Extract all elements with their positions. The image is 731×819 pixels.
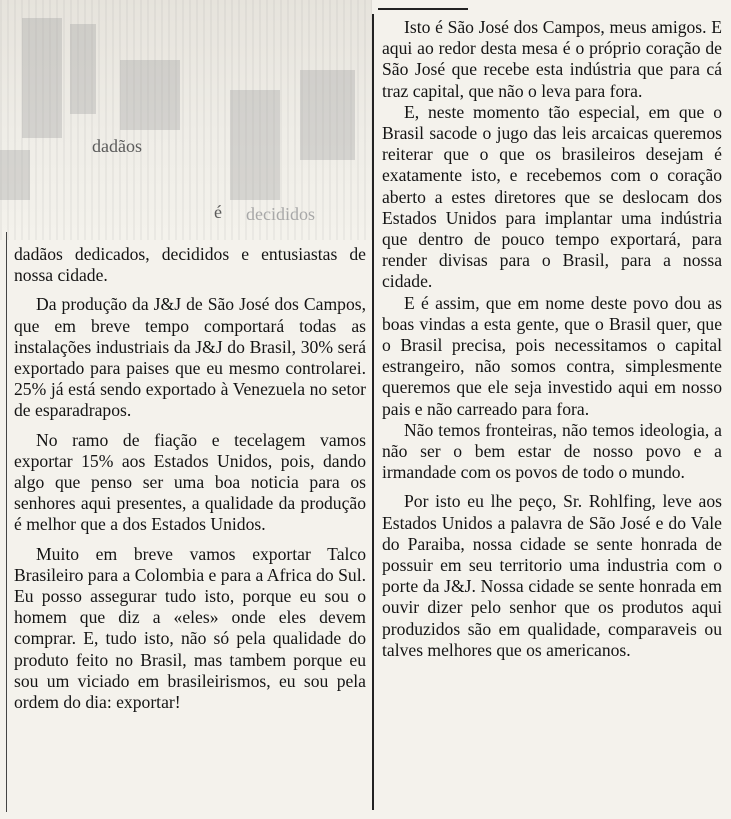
smudge	[22, 18, 62, 138]
left-column	[14, 244, 366, 713]
left-edge-rule	[6, 232, 7, 812]
right-paragraph-1: Isto é São José dos Campos, meus amigos. E aqui ao redor desta mesa é o próprio coração de São José que recebe esta indústria que para cá traz capital, que não o leva para fora.	[382, 17, 722, 101]
left-paragraph-1: dadãos dedicados, decididos e entusiastas de nossa cidade.	[14, 244, 366, 286]
column-divider	[372, 14, 374, 810]
smudge	[70, 24, 96, 114]
left-paragraph-2: Da produção da J&J de São José dos Campos, que em breve tempo comportará todas as instalações industriais da J&J do Brasil, 30% será exportado para paises que eu mesmo controlarei. 25% já está sendo exportado à Venezuela no setor de esparadrapos.	[14, 294, 366, 421]
faded-word: dadãos	[92, 136, 142, 156]
smudge	[300, 70, 355, 160]
smudge	[230, 90, 280, 200]
right-paragraph-4: Não temos fronteiras, não temos ideologia, a não ser o bem estar de nosso povo e a irmandade com os povos de todo o mundo.	[382, 419, 722, 483]
left-paragraph-4: Muito em breve vamos exportar Talco Brasileiro para a Colombia e para a Africa do Sul. Eu posso assegurar tudo isto, porque eu sou o homem que diz a «eles» onde eles devem comprar. E, tudo isto, não só pela qualidade do produto feito no Brasil, mas tambem porque eu sou um viciado em brasileirismos, eu sou pela ordem do dia: exportar!	[14, 543, 366, 713]
smudge	[120, 60, 180, 130]
smudge	[0, 150, 30, 200]
right-column	[382, 17, 722, 661]
right-paragraph-5: Por isto eu lhe peço, Sr. Rohlfing, leve aos Estados Unidos a palavra de São José e do Vale do Paraiba, nossa cidade se sente honrada de possuir em seu territorio uma industria com o porte da J&J. Nossa cidade se sente honrada em ouvir dizer pelo senhor que os produtos aqui produzidos são em qualidade, comparaveis ou talves melhores que os americanos.	[382, 491, 722, 660]
right-paragraph-2: E, neste momento tão especial, em que o Brasil sacode o jugo das leis arcaicas queremos reiterar que o que os brasileiros desejam é exatamente isto, e recebemos com o coração aberto a estes diretores que se deslocam dos Estados Unidos para implantar uma indústria que dentro de pouco tempo exportará, para render divisas para o Brasil, para a nossa cidade.	[382, 101, 722, 292]
faded-word: é	[214, 202, 222, 222]
faded-word: decididos	[246, 204, 315, 224]
left-paragraph-3: No ramo de fiação e tecelagem vamos exportar 15% aos Estados Unidos, pois, dando algo que penso ser uma boa noticia para os senhores aqui presentes, a qualidade da produção é melhor que a dos Estados Unidos.	[14, 429, 366, 535]
top-rule	[378, 8, 468, 10]
right-paragraph-3: E é assim, que em nome deste povo dou as boas vindas a esta gente, que o Brasil quer, que o Brasil precisa, pois necessitamos o capital estrangeiro, não somos contra, simplesmente queremos que ele seja investido aqui em nosso pais e não carreado para fora.	[382, 292, 722, 419]
faded-print-area	[0, 0, 372, 240]
